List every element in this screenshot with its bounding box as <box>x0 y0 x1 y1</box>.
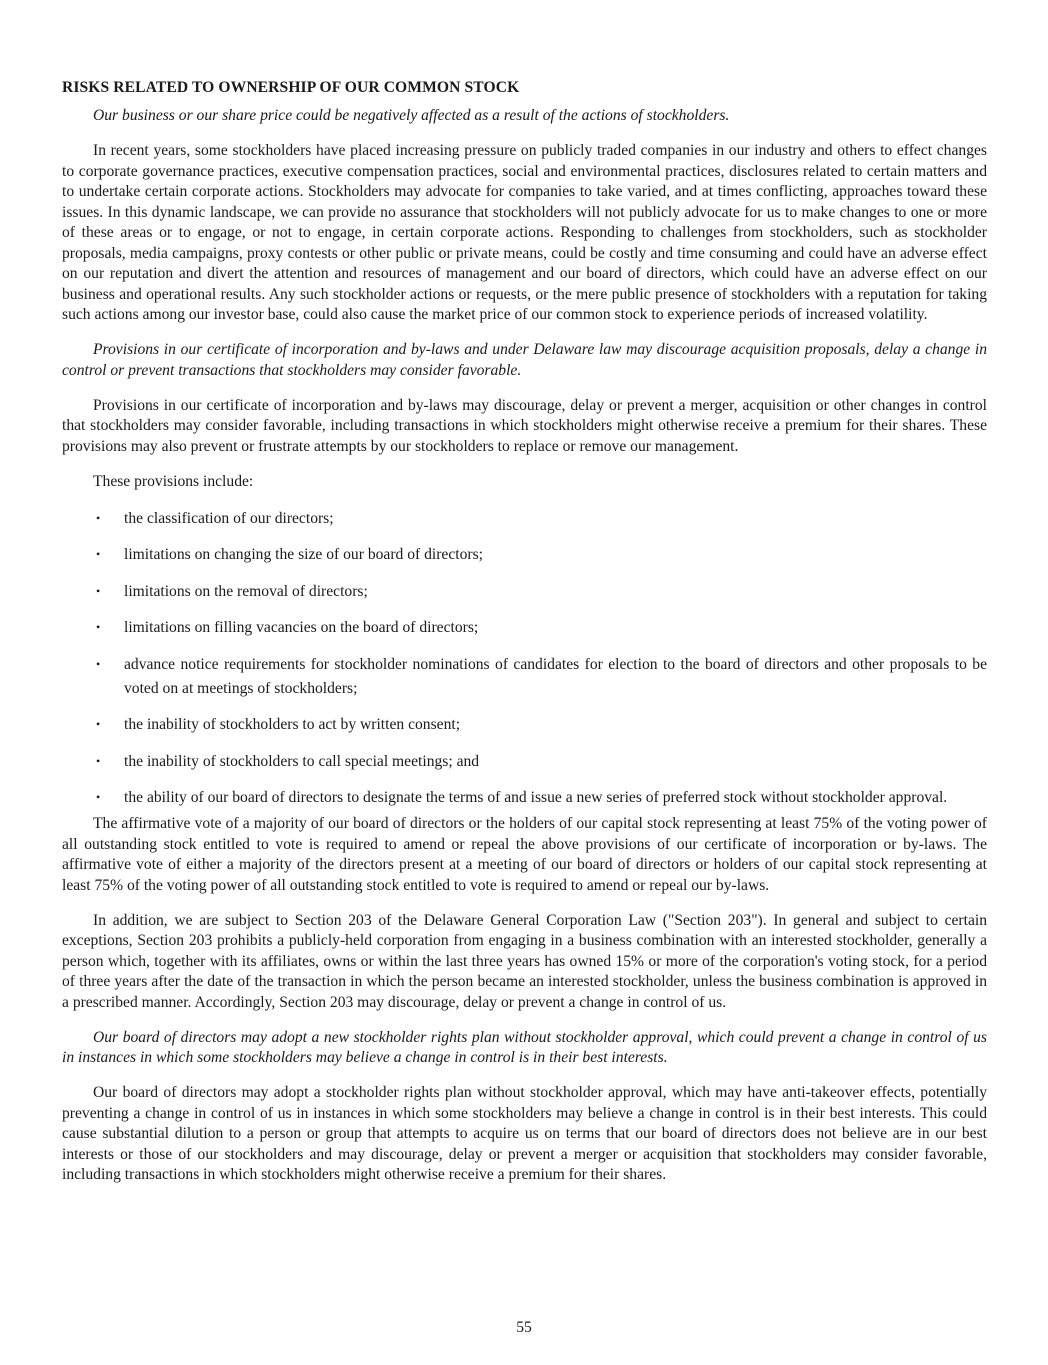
list-item <box>62 580 987 604</box>
list-item-text: the classification of our directors; <box>124 509 334 527</box>
paragraph-provisions-include: These provisions include: <box>93 472 254 490</box>
list-item <box>62 507 987 531</box>
paragraph-rights-plan: Our board of directors may adopt a stockholder rights plan without stockholder approval, which may have anti-takeover effects, potentially preventing a change in control of us in instances in which some stockholders may believe a change in control is in their best interests. This could cause substantial dilution to a person or group that attempts to acquire us on terms that our board of directors does not believe are in our best interests or those of our stockholders and may discourage, delay or prevent a merger or acquisition that stockholders may consider favorable, including transactions in which stockholders might otherwise receive a premium for their shares. <box>62 1084 987 1183</box>
bullet-icon: • <box>96 790 101 804</box>
risk-subheading-rights-plan: Our board of directors may adopt a new stockholder rights plan without stockholder approval, which could prevent a change in control of us in instances in which some stockholders may believe a change in control is in their best interests. <box>62 1028 987 1066</box>
list-item-text: the inability of stockholders to act by written consent; <box>124 716 461 733</box>
list-item <box>62 713 987 737</box>
bullet-icon: • <box>96 547 101 561</box>
paragraph-stockholder-actions: In recent years, some stockholders have placed increasing pressure on publicly traded companies in our industry and others to effect changes to corporate governance practices, executive compensation practices, social and environmental practices, disclosures related to certain matters and to undertake certain corporate actions. Stockholders may advocate for companies to take varied, and at times conflicting, approaches toward these issues. In this dynamic landscape, we can provide no assurance that stockholders will not publicly advocate for us to make changes to one or more of these areas or to engage, or not to engage, in certain corporate actions. Responding to challenges from stockholders, such as stockholder proposals, media campaigns, proxy contests or other public or private means, could be costly and time consuming and could have an adverse effect on our reputation and divert the attention and resources of management and our board of directors, which could have an adverse effect on our business and operational results. Any such stockholder actions or requests, or the mere public presence of stockholders with a reputation for taking such actions among our investor base, could also cause the market price of our common stock to experience periods of increased volatility. <box>62 142 987 323</box>
list-item <box>62 750 987 774</box>
paragraph-affirmative-vote: The affirmative vote of a majority of our board of directors or the holders of our capital stock representing at least 75% of the voting power of all outstanding stock entitled to vote is required to amend or repeal the above provisions of our certificate of incorporation or by-laws. The affirmative vote of either a majority of the directors present at a meeting of our board of directors or holders of our capital stock representing at least 75% of the voting power of all outstanding stock entitled to vote is required to amend or repeal our by-laws. <box>62 815 987 894</box>
list-item-text: advance notice requirements for stockholder nominations of candidates for election to the board of directors and other proposals to be voted on at meetings of stockholders; <box>124 655 987 697</box>
list-item <box>62 653 987 701</box>
bullet-icon: • <box>96 620 101 634</box>
list-item-text: the ability of our board of directors to designate the terms of and issue a new series of preferred stock without stockholder approval. <box>124 789 948 806</box>
paragraph-section-203: In addition, we are subject to Section 203 of the Delaware General Corporation Law ("Section 203"). In general and subject to certain exceptions, Section 203 prohibits a publicly-held corporation from engaging in a business combination with an interested stockholder, generally a person which, together with its affiliates, owns or within the last three years has owned 15% or more of the corporation's voting stock, for a period of three years after the date of the transaction in which the person became an interested stockholder, unless the business combination is approved in a prescribed manner. Accordingly, Section 203 may discourage, delay or prevent a change in control of us. <box>62 911 987 1011</box>
bullet-icon: • <box>96 583 101 598</box>
bullet-icon: • <box>96 510 101 525</box>
list-item-text: the inability of stockholders to call special meetings; and <box>124 752 480 770</box>
bullet-icon: • <box>96 717 101 731</box>
bullet-icon: • <box>96 753 101 768</box>
list-item <box>62 616 987 640</box>
page-number: 55 <box>516 1319 532 1336</box>
risk-subheading-stockholder-actions: Our business or our share price could be negatively affected as a result of the actions of stockholders. <box>93 107 730 124</box>
risk-subheading-delaware-provisions: Provisions in our certificate of incorporation and by-laws and under Delaware law may discourage acquisition proposals, delay a change in control or prevent transactions that stockholders may consider favorable. <box>62 341 987 379</box>
section-title: RISKS RELATED TO OWNERSHIP OF OUR COMMON STOCK <box>62 79 520 96</box>
list-item-text: limitations on the removal of directors; <box>124 582 368 600</box>
list-item-text: limitations on changing the size of our board of directors; <box>124 546 483 563</box>
paragraph-provisions-discourage: Provisions in our certificate of incorporation and by-laws may discourage, delay or prevent a merger, acquisition or other changes in control that stockholders may consider favorable, including transactions in which stockholders might otherwise receive a premium for their shares. These provisions may also prevent or frustrate attempts by our stockholders to replace or remove our management. <box>62 396 987 455</box>
list-item <box>62 786 987 810</box>
bullet-icon: • <box>96 656 101 671</box>
list-item-text: limitations on filling vacancies on the board of directors; <box>124 619 479 636</box>
provisions-list <box>62 507 987 811</box>
list-item <box>62 543 987 567</box>
document-page <box>62 78 987 1200</box>
